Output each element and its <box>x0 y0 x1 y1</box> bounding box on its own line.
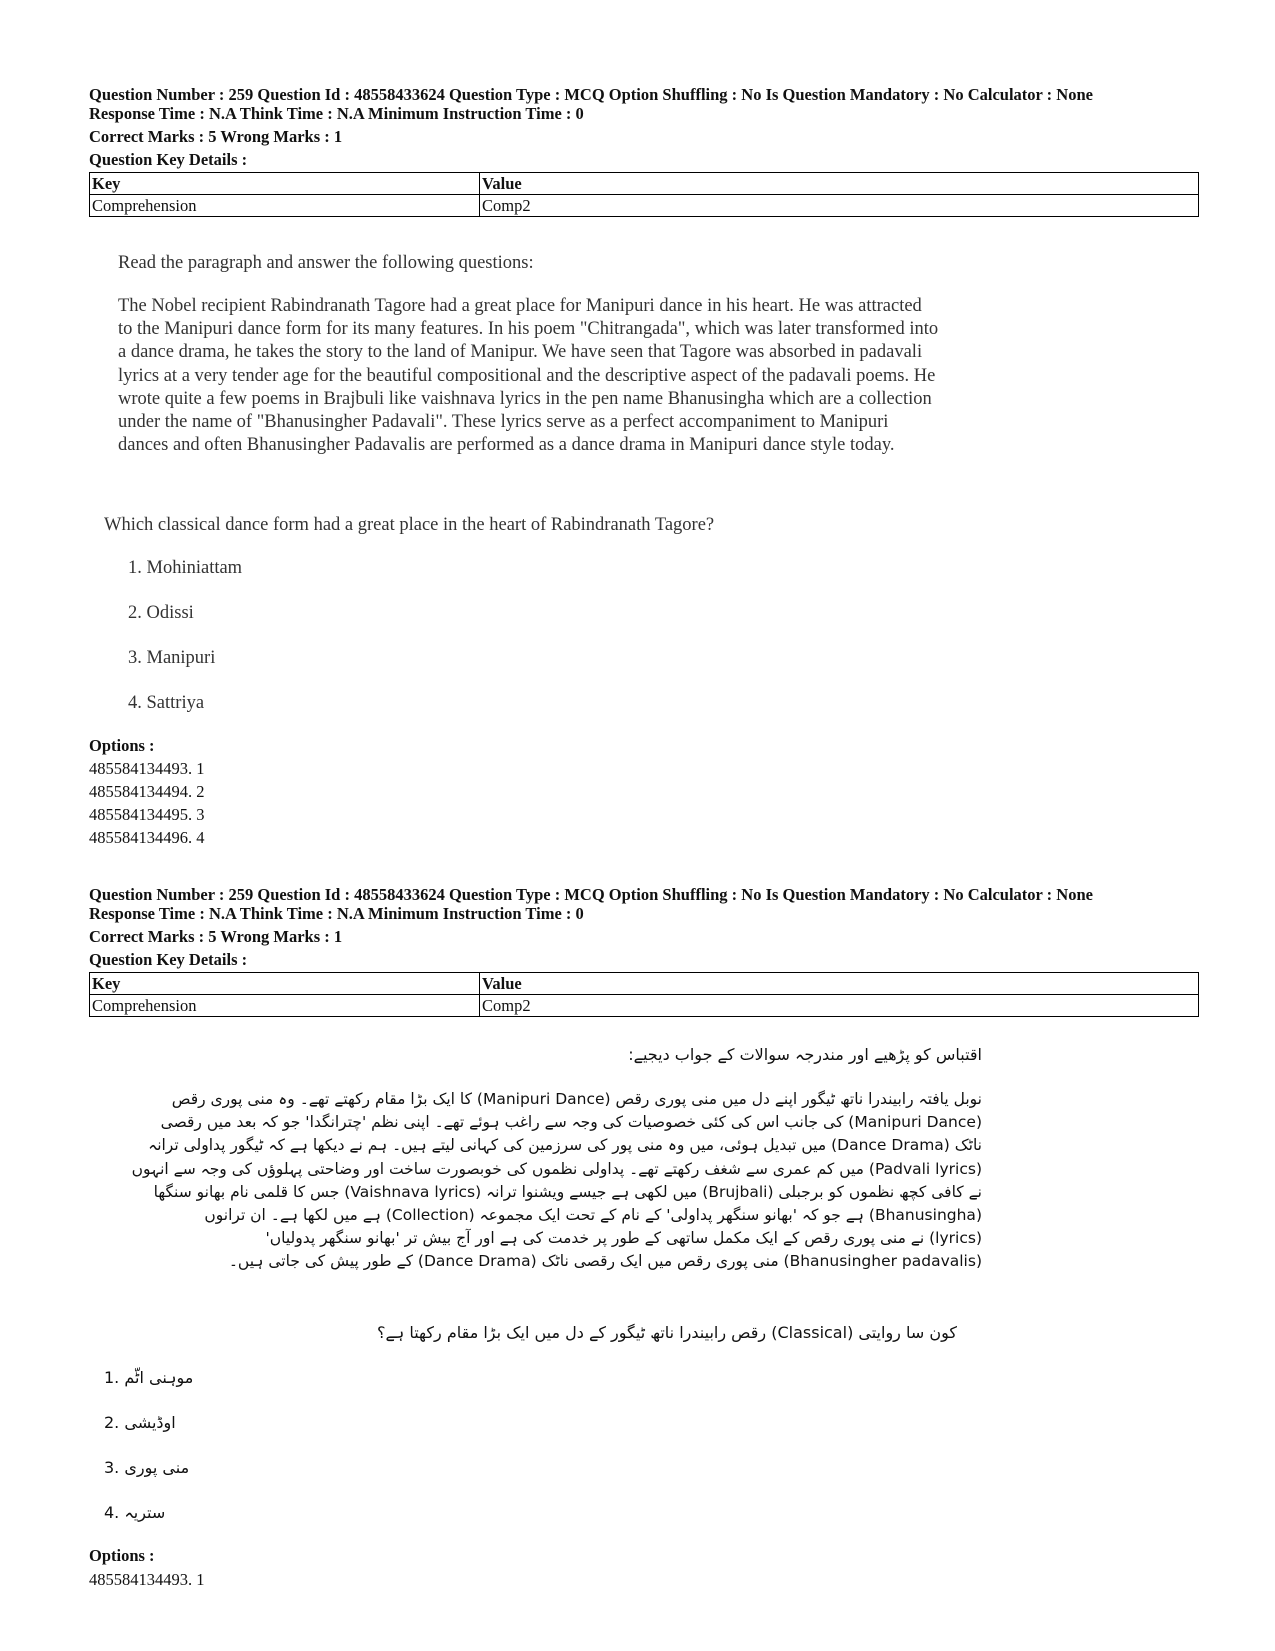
table-cell-key: Comprehension <box>90 995 480 1017</box>
option-id: 485584134495. 3 <box>89 805 205 824</box>
question-meta-line-2: Response Time : N.A Think Time : N.A Minimum Instruction Time : 0 <box>89 904 584 923</box>
option-id: 485584134493. 1 <box>89 1570 205 1589</box>
option-id: 485584134494. 2 <box>89 782 205 801</box>
passage-instruction: Read the paragraph and answer the following questions: <box>118 253 534 273</box>
table-header-value: Value <box>480 973 1199 995</box>
table-header-value: Value <box>480 173 1199 195</box>
choice-4: 4. Sattriya <box>128 693 205 713</box>
choice-3: 3. Manipuri <box>128 648 216 668</box>
passage-line: lyrics at a very tender age for the beautiful compositional and the descriptive aspect of the padavali poems. He <box>118 365 936 386</box>
key-details-label: Question Key Details : <box>89 950 248 969</box>
table-cell-value: Comp2 <box>480 195 1199 217</box>
passage-line: (Bhanusingha) ہے جو کہ 'بھانو سنگھر پداولی' کے نام کے تحت ایک مجموعہ (Collection) ہے میں لکھا ہے۔ ان ترانوں <box>204 1206 982 1225</box>
choice-1: 1. موہنی اٹّم <box>104 1368 194 1387</box>
option-id: 485584134493. 1 <box>89 759 205 778</box>
choice-2: 2. Odissi <box>128 603 194 623</box>
table-header-key: Key <box>90 973 480 995</box>
options-label: Options : <box>89 1546 155 1565</box>
question-text: Which classical dance form had a great place in the heart of Rabindranath Tagore? <box>104 515 715 535</box>
options-label: Options : <box>89 736 155 755</box>
passage-line: to the Manipuri dance form for its many features. In his poem "Chitrangada", which was later transformed into <box>118 319 939 340</box>
passage-line: ناٹک (Dance Drama) میں تبدیل ہوئی، میں وہ منی پور کی سرزمین کی کہانی لیتے ہیں۔ ہم نے دیکھا ہے کہ ٹیگور پداولی ترانہ <box>148 1136 982 1155</box>
key-details-table <box>89 172 1199 217</box>
passage-line: نوبل یافتہ رابیندرا ناتھ ٹیگور اپنے دل میں منی پوری رقص (Manipuri Dance) کا ایک بڑا مقام رکھتے تھے۔ وہ منی پوری رقص <box>171 1090 982 1108</box>
passage-line: (Padvali lyrics) میں کم عمری سے شغف رکھتے تھے۔ پداولی نظموں کی خوبصورت ساخت اور وضاحتی پہلوؤں کی وجہ سے انہوں <box>131 1159 982 1178</box>
question-meta-line-1: Question Number : 259 Question Id : 48558433624 Question Type : MCQ Option Shuffling : No Is Question Mandatory : No Calculator : None <box>89 885 1093 904</box>
passage-line: (lyrics) نے منی پوری رقص کے ایک مکمل ساتھی کے طور پر خدمت کی ہے اور آج بیش تر 'بھانو سنگھر پدولیاں' <box>265 1229 982 1248</box>
passage-line: نے کافی کچھ نظموں کو برجبلی (Brujbali) میں لکھی ہے جیسے ویشنوا ترانہ (Vaishnava lyrics) جس کا قلمی نام بھانو سنگھا <box>153 1182 982 1201</box>
choice-4: 4. ستریہ <box>104 1503 166 1522</box>
choice-1: 1. Mohiniattam <box>128 558 243 578</box>
passage-line: (Bhanusingher padavalis) منی پوری رقص میں ایک رقصی ناٹک (Dance Drama) کے طور پیش کی جاتی ہیں۔ <box>228 1252 982 1271</box>
table-header-key: Key <box>90 173 480 195</box>
marks-line: Correct Marks : 5 Wrong Marks : 1 <box>89 927 343 946</box>
passage-line: under the name of "Bhanusingher Padavali". These lyrics serve as a perfect accompaniment to Manipuri <box>118 412 889 433</box>
passage-line: dances and often Bhanusingher Padavalis are performed as a dance drama in Manipuri dance style today. <box>118 435 895 456</box>
option-id: 485584134496. 4 <box>89 828 205 847</box>
options-list <box>89 1568 205 1591</box>
table-cell-value: Comp2 <box>480 995 1199 1017</box>
question-meta-line-1: Question Number : 259 Question Id : 48558433624 Question Type : MCQ Option Shuffling : No Is Question Mandatory : No Calculator : None <box>89 85 1093 104</box>
table-cell-key: Comprehension <box>90 195 480 217</box>
passage-paragraph-urdu <box>102 1088 982 1274</box>
passage-paragraph <box>118 295 1018 457</box>
passage-line: The Nobel recipient Rabindranath Tagore had a great place for Manipuri dance in his heart. He was attracted <box>118 296 922 316</box>
passage-line: wrote quite a few poems in Brajbuli like vaishnava lyrics in the pen name Bhanusingha which are a collection <box>118 388 932 409</box>
passage-line: a dance drama, he takes the story to the land of Manipur. We have seen that Tagore was absorbed in padavali <box>118 342 923 363</box>
options-list <box>89 757 205 849</box>
key-details-table <box>89 972 1199 1017</box>
passage-line: (Manipuri Dance) کی جانب اس کی کئی خصوصیات کی وجہ سے راغب ہوئے تھے۔ اپنی نظم 'چترانگدا' جو کہ بعد میں رقصی <box>160 1113 982 1132</box>
choice-3: 3. منی پوری <box>104 1458 190 1477</box>
marks-line: Correct Marks : 5 Wrong Marks : 1 <box>89 127 343 146</box>
key-details-label: Question Key Details : <box>89 150 248 169</box>
choice-2: 2. اوڈیشی <box>104 1413 176 1432</box>
question-meta-line-2: Response Time : N.A Think Time : N.A Minimum Instruction Time : 0 <box>89 104 584 123</box>
passage-instruction-urdu: اقتباس کو پڑھیے اور مندرجہ سوالات کے جواب دیجیے: <box>628 1045 982 1064</box>
question-text-urdu: کون سا روایتی (Classical) رقص رابیندرا ناتھ ٹیگور کے دل میں ایک بڑا مقام رکھتا ہے؟ <box>376 1323 957 1342</box>
